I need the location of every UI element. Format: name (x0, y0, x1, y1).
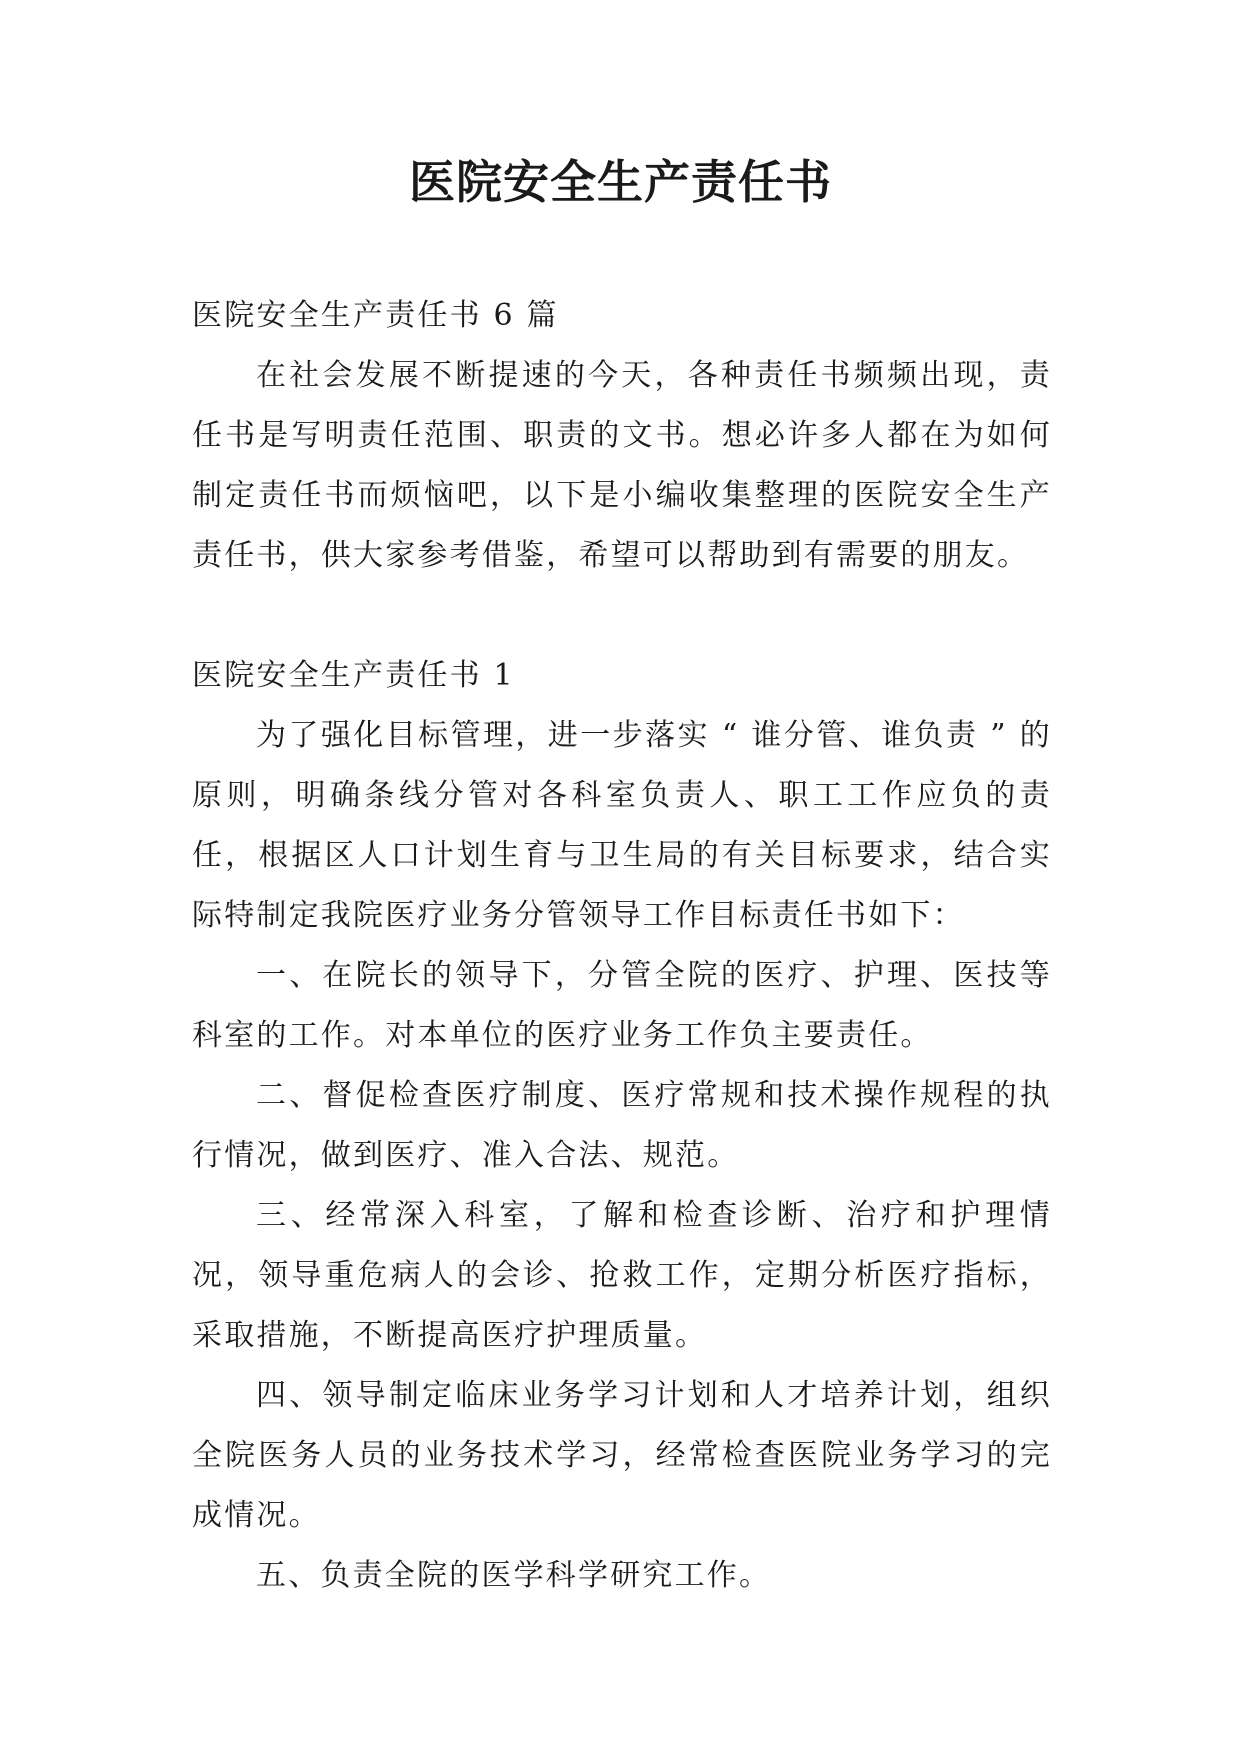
intro-paragraph: 在社会发展不断提速的今天，各种责任书频频出现，责任书是写明责任范围、职责的文书。想必许多人都在为如何制定责任书而烦恼吧，以下是小编收集整理的医院安全生产责任书，供大家参考借鉴，希望可以帮助到有需要的朋友。 (192, 358, 1052, 573)
body-paragraph: 四、领导制定临床业务学习计划和人才培养计划，组织全院医务人员的业务技术学习，经常检查医院业务学习的完成情况。 (192, 1378, 1052, 1533)
body-paragraph: 二、督促检查医疗制度、医疗常规和技术操作规程的执行情况，做到医疗、准入合法、规范。 (192, 1078, 1052, 1173)
body-paragraph: 三、经常深入科室，了解和检查诊断、治疗和护理情况，领导重危病人的会诊、抢救工作，定期分析医疗指标，采取措施，不断提高医疗护理质量。 (192, 1198, 1052, 1353)
section-heading: 医院安全生产责任书 1 (192, 658, 515, 693)
document-body (192, 286, 1052, 1606)
document-subtitle: 医院安全生产责任书 6 篇 (192, 298, 559, 333)
document-title: 医院安全生产责任书 (409, 155, 832, 209)
body-paragraph: 五、负责全院的医学科学研究工作。 (256, 1558, 772, 1593)
body-paragraph: 一、在院长的领导下，分管全院的医疗、护理、医技等科室的工作。对本单位的医疗业务工作负主要责任。 (192, 958, 1052, 1053)
paragraph-gap (192, 586, 1052, 646)
body-paragraph: 为了强化目标管理，进一步落实 “ 谁分管、谁负责 ” 的原则，明确条线分管对各科室负责人、职工工作应负的责任，根据区人口计划生育与卫生局的有关目标要求，结合实际特制定我院医疗业务分管领导工作目标责任书如下： (192, 718, 1052, 933)
